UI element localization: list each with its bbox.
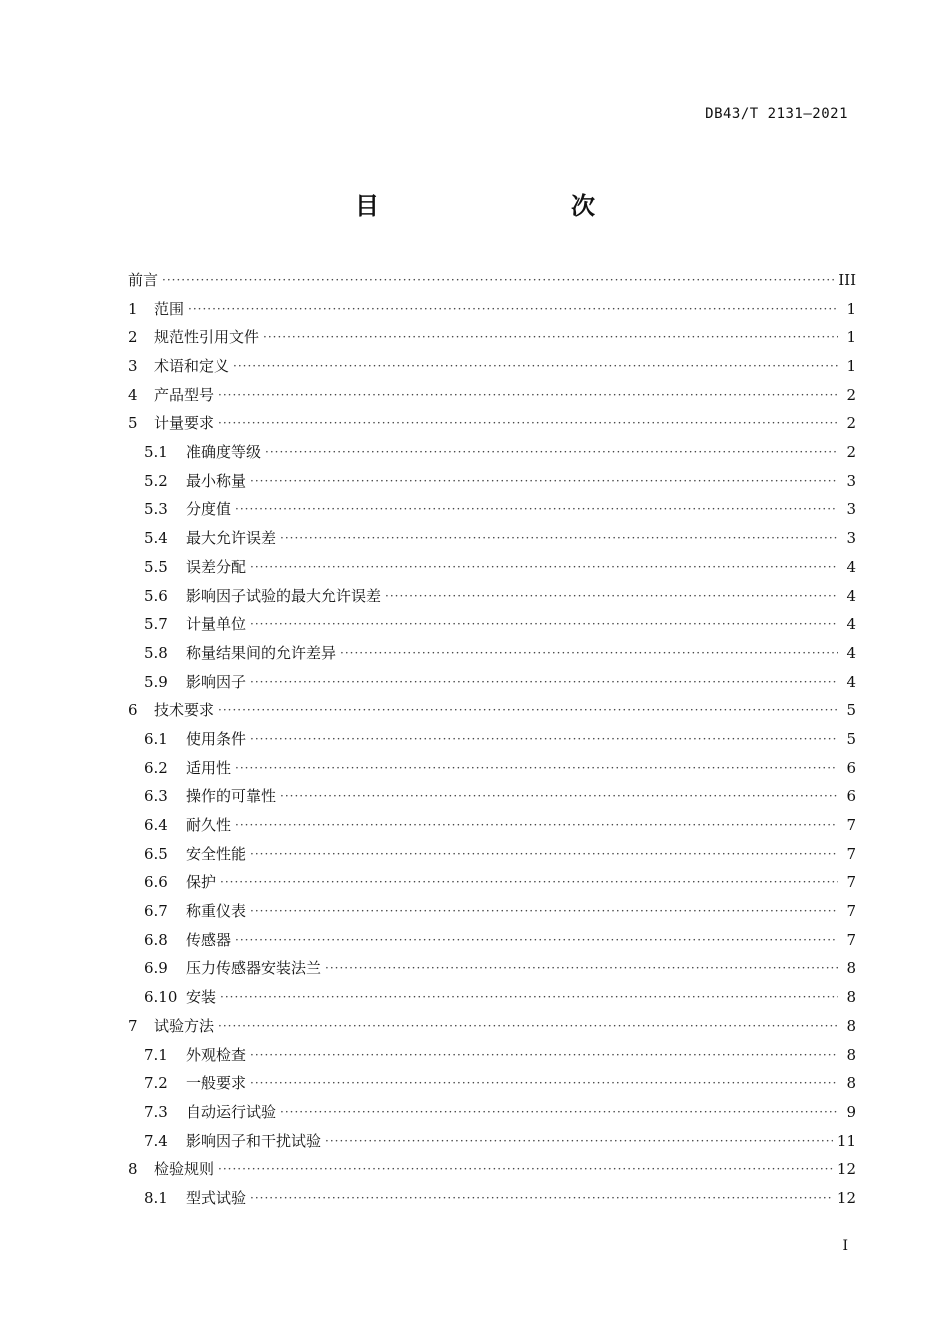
- toc-entry-page: 7: [846, 930, 856, 949]
- toc-entry[interactable]: [128, 1069, 856, 1098]
- toc-entry-label: 影响因子: [186, 672, 247, 691]
- toc-entry-number: 5.4: [144, 529, 168, 548]
- toc-entry-number: 6.6: [144, 873, 168, 892]
- toc-entry[interactable]: [128, 868, 856, 897]
- toc-entry[interactable]: [128, 840, 856, 869]
- toc-entry-number: 7.3: [144, 1102, 168, 1121]
- toc-entry[interactable]: [128, 725, 856, 754]
- footer-page-number: I: [842, 1238, 848, 1254]
- toc-entry[interactable]: [128, 553, 856, 582]
- toc-entry-number: 7.1: [144, 1045, 168, 1064]
- toc-leader-dots: [233, 352, 838, 381]
- toc-entry-number: 6.4: [144, 816, 168, 835]
- toc-entry-number: 7: [128, 1016, 138, 1035]
- toc-entry[interactable]: [128, 955, 856, 984]
- toc-entry-page: 8: [846, 988, 856, 1007]
- toc-entry-page: 3: [846, 471, 856, 490]
- toc-entry[interactable]: [128, 897, 856, 926]
- toc-leader-dots: [250, 467, 838, 496]
- page-title: 目 次: [355, 192, 643, 220]
- toc-leader-dots: [280, 524, 838, 553]
- toc-entry-number: 5.7: [144, 615, 168, 634]
- toc-entry-label: 技术要求: [154, 701, 215, 720]
- toc-entry-page: 7: [846, 844, 856, 863]
- toc-entry[interactable]: [128, 1127, 856, 1156]
- toc-entry-number: 7.4: [144, 1131, 168, 1150]
- toc-entry[interactable]: [128, 409, 856, 438]
- toc-entry-number: 5.9: [144, 672, 168, 691]
- toc-entry-page: 2: [846, 414, 856, 433]
- toc-entry[interactable]: [128, 266, 856, 295]
- toc-entry[interactable]: [128, 610, 856, 639]
- toc-entry-number: 6.1: [144, 729, 168, 748]
- toc-entry[interactable]: [128, 295, 856, 324]
- toc-leader-dots: [235, 495, 838, 524]
- toc-entry[interactable]: [128, 639, 856, 668]
- toc-entry-page: 5: [846, 701, 856, 720]
- toc-entry-label: 试验方法: [154, 1016, 215, 1035]
- toc-leader-dots: [325, 1127, 833, 1156]
- toc-entry-page: III: [838, 270, 856, 289]
- toc-leader-dots: [235, 926, 838, 955]
- toc-entry-page: 8: [846, 1045, 856, 1064]
- toc-entry-page: 4: [846, 672, 856, 691]
- toc-entry-page: 7: [846, 816, 856, 835]
- toc-entry-label: 规范性引用文件: [154, 328, 260, 347]
- toc-entry-label: 最小称量: [186, 471, 247, 490]
- toc-entry-label: 计量单位: [186, 615, 247, 634]
- toc-entry[interactable]: [128, 1012, 856, 1041]
- toc-leader-dots: [162, 266, 834, 295]
- toc-entry-page: 4: [846, 557, 856, 576]
- toc-entry-number: 1: [128, 299, 138, 318]
- toc-leader-dots: [218, 381, 838, 410]
- toc-entry-label: 影响因子试验的最大允许误差: [186, 586, 382, 605]
- toc-leader-dots: [235, 811, 838, 840]
- toc-entry-label: 误差分配: [186, 557, 247, 576]
- toc-entry[interactable]: [128, 524, 856, 553]
- toc-entry-page: 1: [846, 357, 856, 376]
- toc-entry-label: 最大允许误差: [186, 529, 277, 548]
- toc-leader-dots: [220, 868, 838, 897]
- toc-entry[interactable]: [128, 467, 856, 496]
- toc-entry-number: 3: [128, 357, 138, 376]
- toc-entry-label: 称重仪表: [186, 902, 247, 921]
- toc-entry-label: 影响因子和干扰试验: [186, 1131, 322, 1150]
- toc-leader-dots: [280, 1098, 838, 1127]
- toc-entry-page: 3: [846, 500, 856, 519]
- toc-entry-label: 前言: [128, 270, 159, 289]
- toc-leader-dots: [235, 754, 838, 783]
- toc-entry-page: 12: [836, 1160, 856, 1179]
- toc-entry-label: 自动运行试验: [186, 1102, 277, 1121]
- toc-entry-number: 6.8: [144, 930, 168, 949]
- toc-entry-page: 7: [846, 902, 856, 921]
- toc-leader-dots: [280, 782, 838, 811]
- toc-entry[interactable]: [128, 438, 856, 467]
- toc-entry-label: 安装: [186, 988, 217, 1007]
- toc-entry-page: 4: [846, 586, 856, 605]
- toc-leader-dots: [250, 1041, 838, 1070]
- toc-entry-label: 适用性: [186, 758, 232, 777]
- toc-entry-number: 4: [128, 385, 138, 404]
- toc-entry[interactable]: [128, 582, 856, 611]
- toc-entry-number: 8: [128, 1160, 138, 1179]
- table-of-contents: [128, 266, 856, 1213]
- toc-entry-number: 5: [128, 414, 138, 433]
- toc-entry[interactable]: [128, 782, 856, 811]
- toc-entry-label: 术语和定义: [154, 357, 230, 376]
- toc-entry-number: 5.2: [144, 471, 168, 490]
- toc-entry[interactable]: [128, 926, 856, 955]
- toc-entry-number: 7.2: [144, 1074, 168, 1093]
- toc-entry-number: 6.9: [144, 959, 168, 978]
- toc-entry-page: 7: [846, 873, 856, 892]
- toc-entry-label: 传感器: [186, 930, 232, 949]
- toc-leader-dots: [250, 725, 838, 754]
- toc-entry-page: 12: [836, 1188, 856, 1207]
- toc-entry-label: 分度值: [186, 500, 232, 519]
- toc-entry-number: 6.2: [144, 758, 168, 777]
- toc-entry[interactable]: [128, 754, 856, 783]
- toc-leader-dots: [218, 1012, 838, 1041]
- toc-leader-dots: [263, 323, 838, 352]
- toc-leader-dots: [250, 897, 838, 926]
- toc-leader-dots: [250, 1069, 838, 1098]
- toc-entry-label: 检验规则: [154, 1160, 215, 1179]
- toc-entry-label: 保护: [186, 873, 217, 892]
- toc-entry-page: 5: [846, 729, 856, 748]
- toc-entry-number: 6.7: [144, 902, 168, 921]
- toc-entry-label: 产品型号: [154, 385, 215, 404]
- toc-entry-number: 5.3: [144, 500, 168, 519]
- toc-entry-label: 使用条件: [186, 729, 247, 748]
- toc-leader-dots: [265, 438, 838, 467]
- toc-leader-dots: [218, 696, 838, 725]
- toc-entry-page: 8: [846, 959, 856, 978]
- toc-entry[interactable]: [128, 811, 856, 840]
- toc-entry-label: 称量结果间的允许差异: [186, 643, 337, 662]
- toc-entry-number: 6.3: [144, 787, 168, 806]
- toc-entry-page: 8: [846, 1016, 856, 1035]
- toc-entry-label: 压力传感器安装法兰: [186, 959, 322, 978]
- toc-leader-dots: [250, 840, 838, 869]
- standard-code: DB43/T 2131—2021: [705, 106, 848, 122]
- toc-leader-dots: [250, 668, 838, 697]
- toc-entry-number: 2: [128, 328, 138, 347]
- toc-entry-page: 4: [846, 643, 856, 662]
- toc-entry-label: 范围: [154, 299, 185, 318]
- toc-entry[interactable]: [128, 381, 856, 410]
- toc-entry-page: 9: [846, 1102, 856, 1121]
- toc-entry-label: 安全性能: [186, 844, 247, 863]
- toc-leader-dots: [385, 582, 838, 611]
- toc-entry-page: 3: [846, 529, 856, 548]
- toc-leader-dots: [220, 983, 838, 1012]
- toc-entry[interactable]: [128, 1155, 856, 1184]
- toc-leader-dots: [218, 1155, 833, 1184]
- toc-entry-page: 1: [846, 299, 856, 318]
- toc-entry-label: 一般要求: [186, 1074, 247, 1093]
- toc-entry-label: 准确度等级: [186, 443, 262, 462]
- toc-entry[interactable]: [128, 496, 856, 525]
- toc-entry-number: 6: [128, 701, 138, 720]
- toc-leader-dots: [340, 639, 838, 668]
- toc-leader-dots: [188, 295, 838, 324]
- toc-entry-page: 8: [846, 1074, 856, 1093]
- toc-entry-number: 6.5: [144, 844, 168, 863]
- toc-entry[interactable]: [128, 983, 856, 1012]
- toc-leader-dots: [325, 954, 838, 983]
- toc-entry-page: 2: [846, 443, 856, 462]
- toc-entry-page: 6: [846, 787, 856, 806]
- toc-entry-label: 耐久性: [186, 816, 232, 835]
- toc-entry[interactable]: [128, 1184, 856, 1213]
- toc-entry[interactable]: [128, 323, 856, 352]
- toc-leader-dots: [250, 610, 838, 639]
- toc-entry-label: 外观检查: [186, 1045, 247, 1064]
- toc-entry[interactable]: [128, 1098, 856, 1127]
- toc-entry-number: 5.8: [144, 643, 168, 662]
- toc-entry-page: 11: [836, 1131, 856, 1150]
- toc-entry[interactable]: [128, 1041, 856, 1070]
- toc-entry[interactable]: [128, 352, 856, 381]
- toc-entry-label: 型式试验: [186, 1188, 247, 1207]
- toc-entry-page: 2: [846, 385, 856, 404]
- toc-entry-page: 4: [846, 615, 856, 634]
- toc-entry-number: 8.1: [144, 1188, 168, 1207]
- toc-entry[interactable]: [128, 668, 856, 697]
- toc-leader-dots: [250, 553, 838, 582]
- toc-entry-page: 6: [846, 758, 856, 777]
- toc-leader-dots: [218, 409, 838, 438]
- toc-entry-page: 1: [846, 328, 856, 347]
- toc-entry-number: 5.5: [144, 557, 168, 576]
- toc-entry-number: 5.1: [144, 443, 168, 462]
- toc-leader-dots: [250, 1184, 833, 1213]
- toc-entry-number: 6.10: [144, 988, 178, 1007]
- toc-entry-number: 5.6: [144, 586, 168, 605]
- toc-entry-label: 计量要求: [154, 414, 215, 433]
- toc-entry[interactable]: [128, 696, 856, 725]
- toc-entry-label: 操作的可靠性: [186, 787, 277, 806]
